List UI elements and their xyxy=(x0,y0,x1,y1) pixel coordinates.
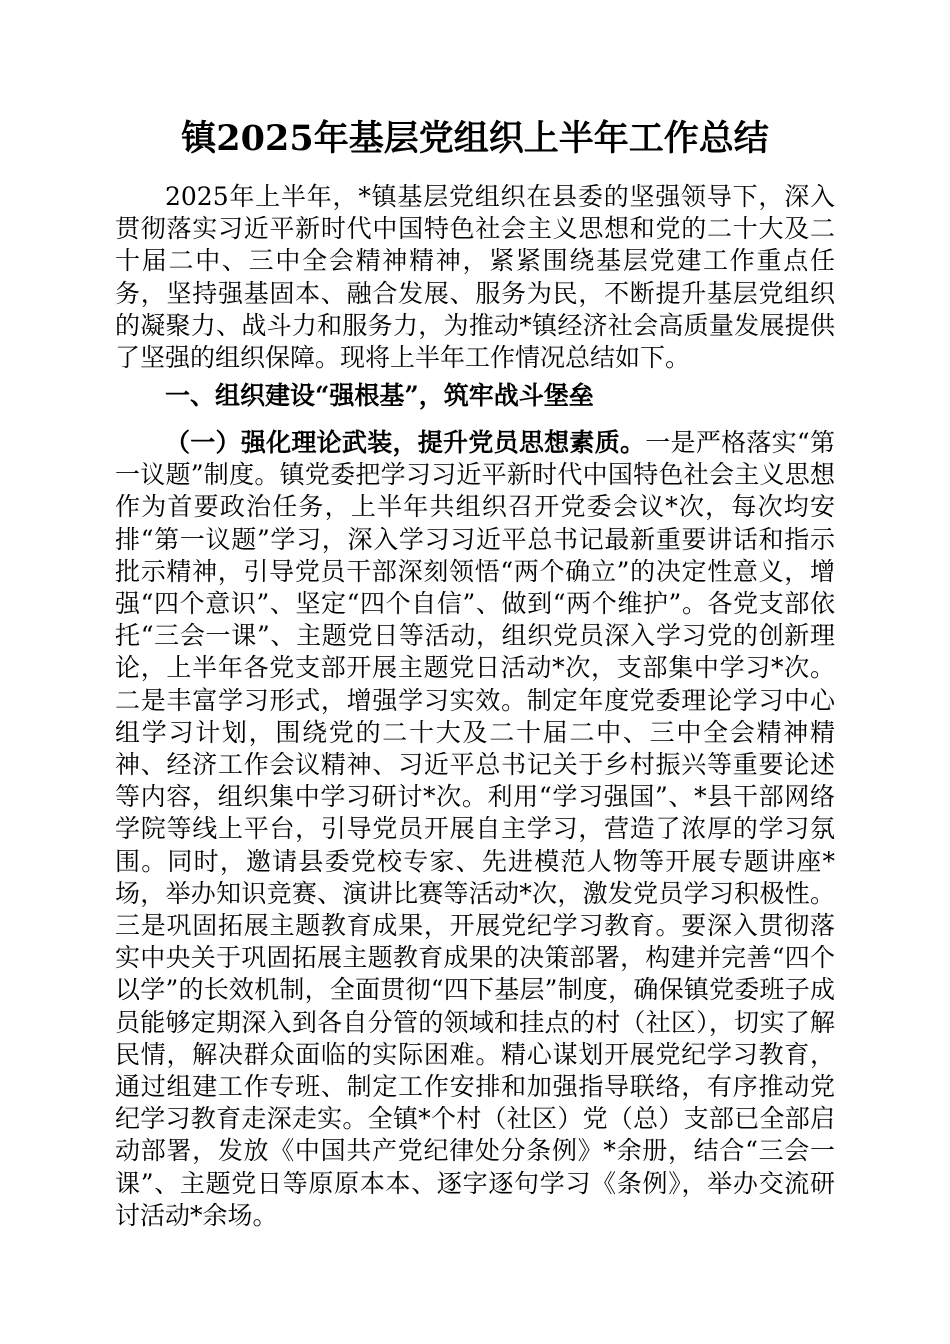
document-title: 镇2025年基层党组织上半年工作总结 xyxy=(181,118,769,159)
section-heading: 一、组织建设“强根基”，筑牢战斗堡垒 xyxy=(165,381,594,410)
sub-paragraph-text: 一是严格落实“第一议题”制度。镇党委把学习习近平新时代中国特色社会主义思想作为首要政治任务，上半年共组织召开党委会议*次，每次均安排“第一议题”学习，深入学习习近平总书记最新重要讲话和指示批示精神，引导党员干部深刻领悟“两个确立”的决定性意义，增强“四个意识”、坚定“四个自信”、做到“两个维护”。各党支部依托“三会一课”、主题党日等活动，组织党员深入学习党的创新理论，上半年各党支部开展主题党日活动*次，支部集中学习*次。二是丰富学习形式，增强学习实效。制定年度党委理论学习中心组学习计划，围绕党的二十大及二十届二中、三中全会精神精神、经济工作会议精神、习近平总书记关于乡村振兴等重要论述等内容，组织集中学习研讨*次。利用“学习强国”、*县干部网络学院等线上平台，引导党员开展自主学习，营造了浓厚的学习氛围。同时，邀请县委党校专家、先进模范人物等开展专题讲座*场，举办知识竞赛、演讲比赛等活动*次，激发党员学习积极性。三是巩固拓展主题教育成果，开展党纪学习教育。要深入贯彻落实中央关于巩固拓展主题教育成果的决策部署，构建并完善“四个以学”的长效机制，全面贯彻“四下基层”制度，确保镇党委班子成员能够定期深入到各自分管的领域和挂点的村（社区），切实了解民情，解决群众面临的实际困难。精心谋划开展党纪学习教育，通过组建工作专班、制定工作安排和加强指导联络，有序推动党纪学习教育走深走实。全镇*个村（社区）党（总）支部已全部启动部署，发放《中国共产党纪律处分条例》*余册，结合“三会一课”、主题党日等原原本本、逐字逐句学习《条例》，举办交流研讨活动*余场。 xyxy=(115,428,835,1230)
intro-paragraph: 2025年上半年，*镇基层党组织在县委的坚强领导下，深入贯彻落实习近平新时代中国特色社会主义思想和党的二十大及二十届二中、三中全会精神精神，紧紧围绕基层党建工作重点任务，坚持强基固本、融合发展、服务为民，不断提升基层党组织的凝聚力、战斗力和服务力，为推动*镇经济社会高质量发展提供了坚强的组织保障。现将上半年工作情况总结如下。 xyxy=(115,182,835,373)
sub-heading: （一）强化理论武装，提升党员思想素质。 xyxy=(165,428,646,457)
section-paragraph xyxy=(115,427,835,1232)
